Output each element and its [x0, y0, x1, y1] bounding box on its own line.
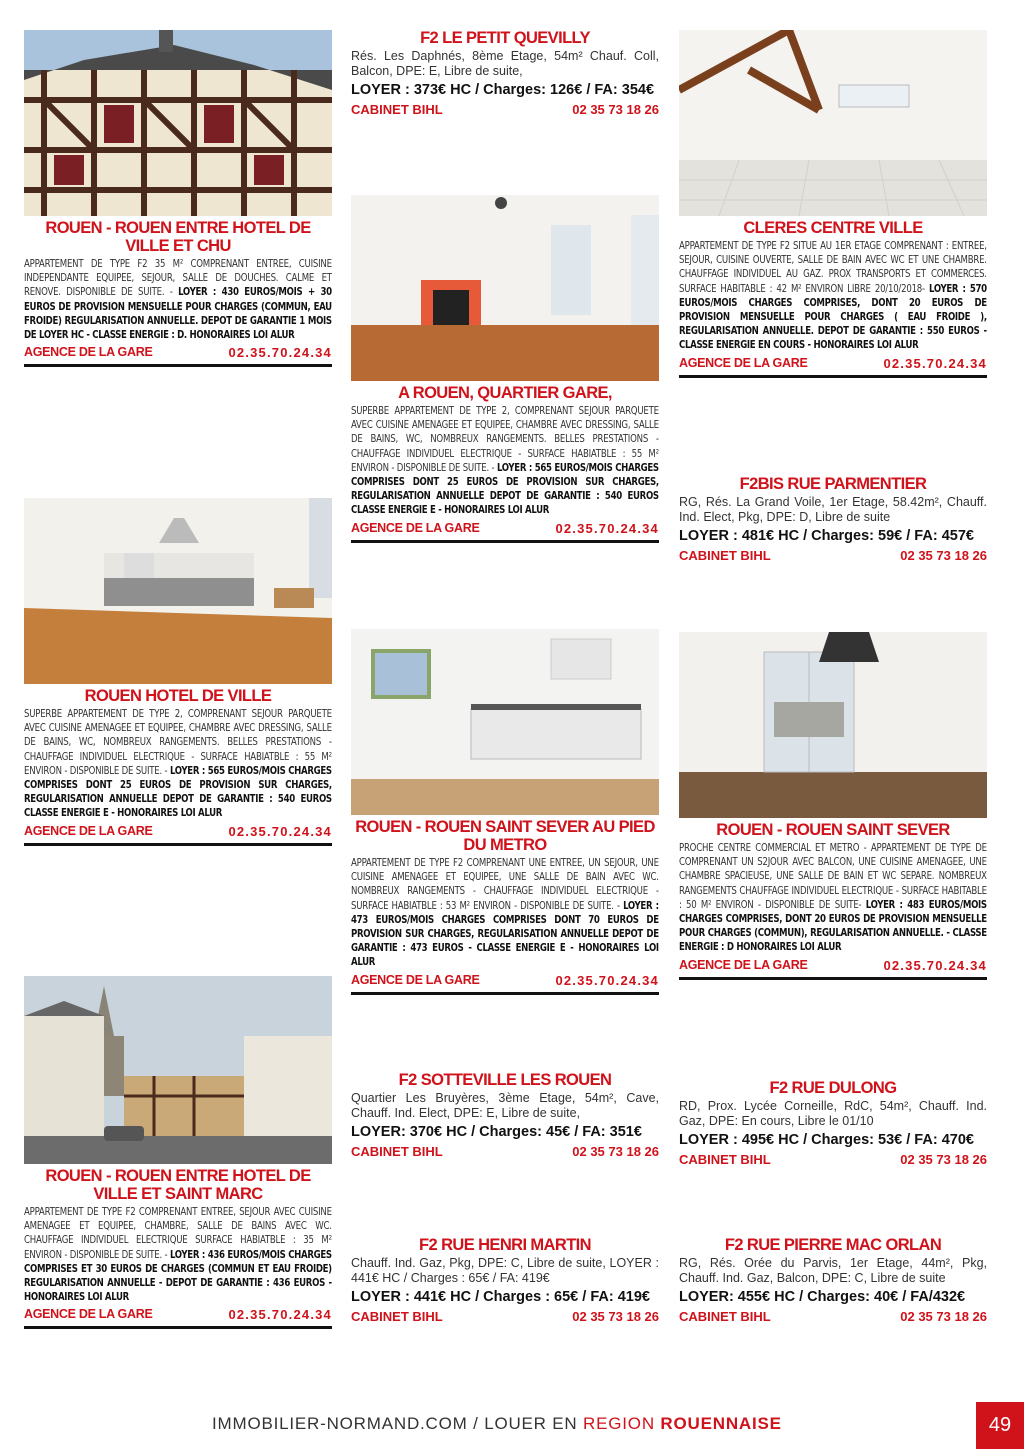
agency-phone[interactable]: 02 35 73 18 26 — [900, 548, 987, 563]
listing-description: APPARTEMENT DE TYPE F2 SITUE AU 1ER ETAGE COMPRENANT : ENTREE, SEJOUR, CUISINE OUVERTE, SALLE DE BAIN AVEC WC ET UNE CHAMBRE. CHAUFFAGE INDIVIDUEL AU GAZ. PROX TRANSPORTS ET COMMERCES. SURFACE HABITABLE : 42 M² ENVIRON LIBRE 20/10/2018- LOYER : 570 EUROS/MOIS CHARGES COMPRISES, DONT 20 EUROS DE PROVISION MENSUELLE POUR CHARGES ( EAU FROIDE ), REGULARISATION ANNUELLE. DEPOT DE GARANTIE : 550 EUROS - CLASSE ENERGIE EN COURS - HONORAIRES LOI ALUR — [679, 240, 987, 352]
footer-separator: / — [467, 1414, 485, 1433]
footer-region: REGION — [583, 1414, 661, 1433]
agency-phone[interactable]: 02 35 73 18 26 — [572, 1144, 659, 1159]
listing-contact — [679, 1152, 987, 1171]
listing-contact — [351, 1144, 659, 1163]
listing-contact — [24, 1307, 332, 1329]
site-link[interactable]: IMMOBILIER-NORMAND.COM — [212, 1414, 468, 1433]
agency-name: CABINET BIHL — [679, 1309, 771, 1324]
listing-rouen-quartier-gare — [351, 195, 659, 543]
listing-contact — [679, 958, 987, 980]
agency-phone[interactable]: 02 35 73 18 26 — [572, 102, 659, 117]
agency-phone[interactable]: 02 35 73 18 26 — [572, 1309, 659, 1324]
agency-phone[interactable]: 02.35.70.24.34 — [228, 1307, 332, 1323]
listing-rent: LOYER : 481€ HC / Charges: 59€ / FA: 457€ — [679, 528, 974, 544]
photo-half-timbered-facade — [24, 30, 332, 216]
listing-f2-petit-quevilly — [351, 26, 659, 121]
listing-title: ROUEN - ROUEN SAINT SEVER — [716, 821, 950, 839]
listing-f2-henri-martin — [351, 1233, 659, 1328]
listing-contact — [24, 824, 332, 846]
listing-contact — [351, 521, 659, 543]
listing-contact — [351, 973, 659, 995]
listing-f2-dulong — [679, 1076, 987, 1171]
photo-kitchen-living-room — [24, 498, 332, 684]
agency-name: AGENCE DE LA GARE — [351, 972, 480, 987]
listing-contact — [679, 356, 987, 378]
listing-description: APPARTEMENT DE TYPE F2 35 M² COMPRENANT ENTREE, CUISINE INDEPENDANTE EQUIPEE, SEJOUR, SALLE DE DOUCHES. CALME ET RENOVE. DISPONIBLE DE SUITE. - LOYER : 430 EUROS/MOIS + 30 EUROS DE PROVISION MENSUELLE POUR CHARGES (COMMUN, EAU FROIDE) REGULARISATION ANNUELLE. DEPOT DE GARANTIE 1 MOIS DE LOYER HC - CLASSE ENERGIE : D. HONORAIRES LOI ALUR — [24, 258, 332, 342]
agency-phone[interactable]: 02.35.70.24.34 — [555, 520, 659, 536]
listing-rouen-hotel-de-ville — [24, 498, 332, 846]
listing-title: F2 LE PETIT QUEVILLY — [420, 29, 590, 47]
photo-empty-living-room — [679, 632, 987, 818]
agency-name: AGENCE DE LA GARE — [679, 957, 808, 972]
agency-phone[interactable]: 02.35.70.24.34 — [883, 957, 987, 973]
listing-rouen-saint-sever-metro — [351, 629, 659, 995]
listing-title: F2BIS RUE PARMENTIER — [739, 475, 927, 493]
listing-description: Quartier Les Bruyères, 3ème Etage, 54m², Cave, Chauff. Ind. Elect, DPE: E, Libre de suite, — [351, 1091, 659, 1120]
listing-rent: LOYER : 495€ HC / Charges: 53€ / FA: 470€ — [679, 1132, 974, 1148]
listing-title: F2 SOTTEVILLE LES ROUEN — [398, 1071, 612, 1089]
page-footer — [212, 1414, 782, 1434]
agency-name: AGENCE DE LA GARE — [24, 1307, 153, 1322]
listing-description: RG, Rés. Orée du Parvis, 1er Etage, 44m², Pkg, Chauff. Ind. Gaz, Balcon, DPE: C, Libre de suite — [679, 1256, 987, 1285]
page-number: 49 — [976, 1402, 1024, 1449]
agency-name: AGENCE DE LA GARE — [351, 520, 480, 535]
agency-name: CABINET BIHL — [351, 1309, 443, 1324]
listing-f2bis-parmentier — [679, 472, 987, 567]
photo-attic-room — [679, 30, 987, 216]
listing-contact — [24, 345, 332, 367]
agency-name: AGENCE DE LA GARE — [24, 345, 153, 360]
listing-title: F2 RUE DULONG — [769, 1079, 897, 1097]
listing-rent: LOYER : 373€ HC / Charges: 126€ / FA: 354€ — [351, 82, 655, 98]
listing-rent: LOYER : 441€ HC / Charges : 65€ / FA: 419€ — [351, 1289, 650, 1305]
listing-rouen-saint-sever — [679, 632, 987, 980]
listing-contact — [679, 548, 987, 567]
listing-title: ROUEN - ROUEN ENTRE HOTEL DE VILLE ET CHU — [45, 219, 311, 255]
photo-living-room-fireplace — [351, 195, 659, 381]
photo-old-town-street — [24, 976, 332, 1164]
footer-louer: LOUER EN — [484, 1414, 584, 1433]
listing-contact — [679, 1309, 987, 1328]
listing-title: F2 RUE HENRI MARTIN — [419, 1236, 591, 1254]
listing-description: PROCHE CENTRE COMMERCIAL ET METRO - APPARTEMENT DE TYPE DE COMPRENANT UN S2JOUR AVEC BALCON, UNE CUISINE AMENAGEE, UNE CHAMBRE SPACIEUSE, UNE SALLE DE BAIN ET WC SEPARE. NOMBREUX RANGEMENTS CHAUFFAGE INDIVIDUEL ELECTRIQUE - SURFACE HABITABLE : 50 M² ENVIRON - DISPONIBLE DE SUITE- LOYER : 483 EUROS/MOIS CHARGES COMPRISES, DONT 20 EUROS DE PROVISION MENSUELLE POUR CHARGES (COMMUN), REGULARISATION ANNUELLE. - CLASSE ENERGIE : D HONORAIRES LOI ALUR — [679, 842, 987, 954]
photo-white-kitchen — [351, 629, 659, 815]
agency-phone[interactable]: 02 35 73 18 26 — [900, 1152, 987, 1167]
listing-contact — [351, 102, 659, 121]
agency-name: AGENCE DE LA GARE — [24, 823, 153, 838]
listing-title: A ROUEN, QUARTIER GARE, — [398, 384, 612, 402]
agency-name: CABINET BIHL — [679, 548, 771, 563]
listing-title: CLERES CENTRE VILLE — [743, 219, 923, 237]
listing-description: SUPERBE APPARTEMENT DE TYPE 2, COMPRENANT SEJOUR PARQUETE AVEC CUISINE AMENAGEE ET EQUIPEE, CHAMBRE AVEC DRESSING, SALLE DE BAINS, WC, NOMBREUX RANGEMENTS. BELLES PRESTATIONS - CHAUFFAGE INDIVIDUEL ELECTRIQUE - SURFACE HABIATBLE : 55 M² ENVIRON - DISPONIBLE DE SUITE. - LOYER : 565 EUROS/MOIS CHARGES COMPRISES DONT 25 EUROS DE PROVISION SUR CHARGES, REGULARISATION ANNUELLE DEPOT DE GARANTIE : 540 EUROS CLASSE ENERGIE E - HONORAIRES LOI ALUR — [24, 708, 332, 820]
listing-f2-mac-orlan — [679, 1233, 987, 1328]
listing-title: ROUEN - ROUEN SAINT SEVER AU PIED DU METRO — [355, 818, 655, 854]
agency-phone[interactable]: 02 35 73 18 26 — [900, 1309, 987, 1324]
agency-phone[interactable]: 02.35.70.24.34 — [555, 972, 659, 988]
listing-title: F2 RUE PIERRE MAC ORLAN — [724, 1236, 942, 1254]
listing-rent: LOYER: 455€ HC / Charges: 40€ / FA/432€ — [679, 1289, 966, 1305]
listing-description: Rés. Les Daphnés, 8ème Etage, 54m² Chauf. Coll, Balcon, DPE: E, Libre de suite, — [351, 49, 659, 78]
listing-rouen-saint-marc — [24, 976, 332, 1329]
agency-name: AGENCE DE LA GARE — [679, 355, 808, 370]
listing-title: ROUEN - ROUEN ENTRE HOTEL DE VILLE ET SAINT MARC — [45, 1167, 311, 1203]
agency-phone[interactable]: 02.35.70.24.34 — [883, 355, 987, 371]
listing-rent: LOYER: 370€ HC / Charges: 45€ / FA: 351€ — [351, 1124, 642, 1140]
listing-description: RD, Prox. Lycée Corneille, RdC, 54m², Chauff. Ind. Gaz, DPE: En cours, Libre le 01/10 — [679, 1099, 987, 1128]
agency-name: CABINET BIHL — [351, 102, 443, 117]
listing-title: ROUEN HOTEL DE VILLE — [84, 687, 272, 705]
listing-f2-sotteville — [351, 1068, 659, 1163]
listing-description: SUPERBE APPARTEMENT DE TYPE 2, COMPRENANT SEJOUR PARQUETE AVEC CUISINE AMENAGEE ET EQUIPEE, CHAMBRE AVEC DRESSING, SALLE DE BAINS, WC, NOMBREUX RANGEMENTS. BELLES PRESTATIONS - CHAUFFAGE INDIVIDUEL ELECTRIQUE - SURFACE HABIATBLE : 55 M² ENVIRON - DISPONIBLE DE SUITE. - LOYER : 565 EUROS/MOIS CHARGES COMPRISES DONT 25 EUROS DE PROVISION SUR CHARGES, REGULARISATION ANNUELLE DEPOT DE GARANTIE : 540 EUROS CLASSE ENERGIE E - HONORAIRES LOI ALUR — [351, 405, 659, 517]
agency-phone[interactable]: 02.35.70.24.34 — [228, 345, 332, 361]
listing-description: APPARTEMENT DE TYPE F2 COMPRENANT UNE ENTREE, UN SEJOUR, UNE CUISINE AMENAGEE ET EQUIPEE, UNE SALLE DE BAIN AVEC WC. NOMBREUX RANGEMENTS - CHAUFFAGE INDIVIDUEL ELECTRIQUE - SURFACE HABIATBLE : 53 M² ENVIRON - DISPONIBLE DE SUITE. - LOYER : 473 EUROS/MOIS CHARGES COMPRISES DONT 70 EUROS DE PROVISION SUR CHARGES, REGULARISATION ANNUELLE DEPOT DE GARANTIE : 473 EUROS - CLASSE ENERGIE E - HONORAIRES LOI ALUR — [351, 857, 659, 969]
agency-name: CABINET BIHL — [351, 1144, 443, 1159]
listing-cleres-centre-ville — [679, 30, 987, 378]
listing-contact — [351, 1309, 659, 1328]
agency-phone[interactable]: 02.35.70.24.34 — [228, 823, 332, 839]
agency-name: CABINET BIHL — [679, 1152, 771, 1167]
listing-description: APPARTEMENT DE TYPE F2 COMPRENANT ENTREE, SEJOUR AVEC CUISINE AMENAGEE ET EQUIPEE, CHAMBRE, SALLE DE BAINS AVEC WC. CHAUFFAGE INDIVIDUEL ELECTRIQUE SURFACE HABIATBLE : 35 M² ENVIRON - DISPONIBLE DE SUITE. - LOYER : 436 EUROS/MOIS CHARGES COMPRISES ET 30 EUROS DE CHARGES (COMMUN ET EAU FROIDE) REGULARISATION ANNUELLE - DEPOT DE GARANTIE : 436 EUROS - HONORAIRES LOI ALUR — [24, 1206, 332, 1304]
footer-rouennaise: ROUENNAISE — [660, 1414, 782, 1433]
listing-rouen-hotel-ville-chu — [24, 30, 332, 367]
listing-description: RG, Rés. La Grand Voile, 1er Etage, 58.42m², Chauff. Ind. Elect, Pkg, DPE: D, Libre de suite — [679, 495, 987, 524]
listing-description: Chauff. Ind. Gaz, Pkg, DPE: C, Libre de suite, LOYER : 441€ HC / Charges : 65€ / FA: 419€ — [351, 1256, 659, 1285]
